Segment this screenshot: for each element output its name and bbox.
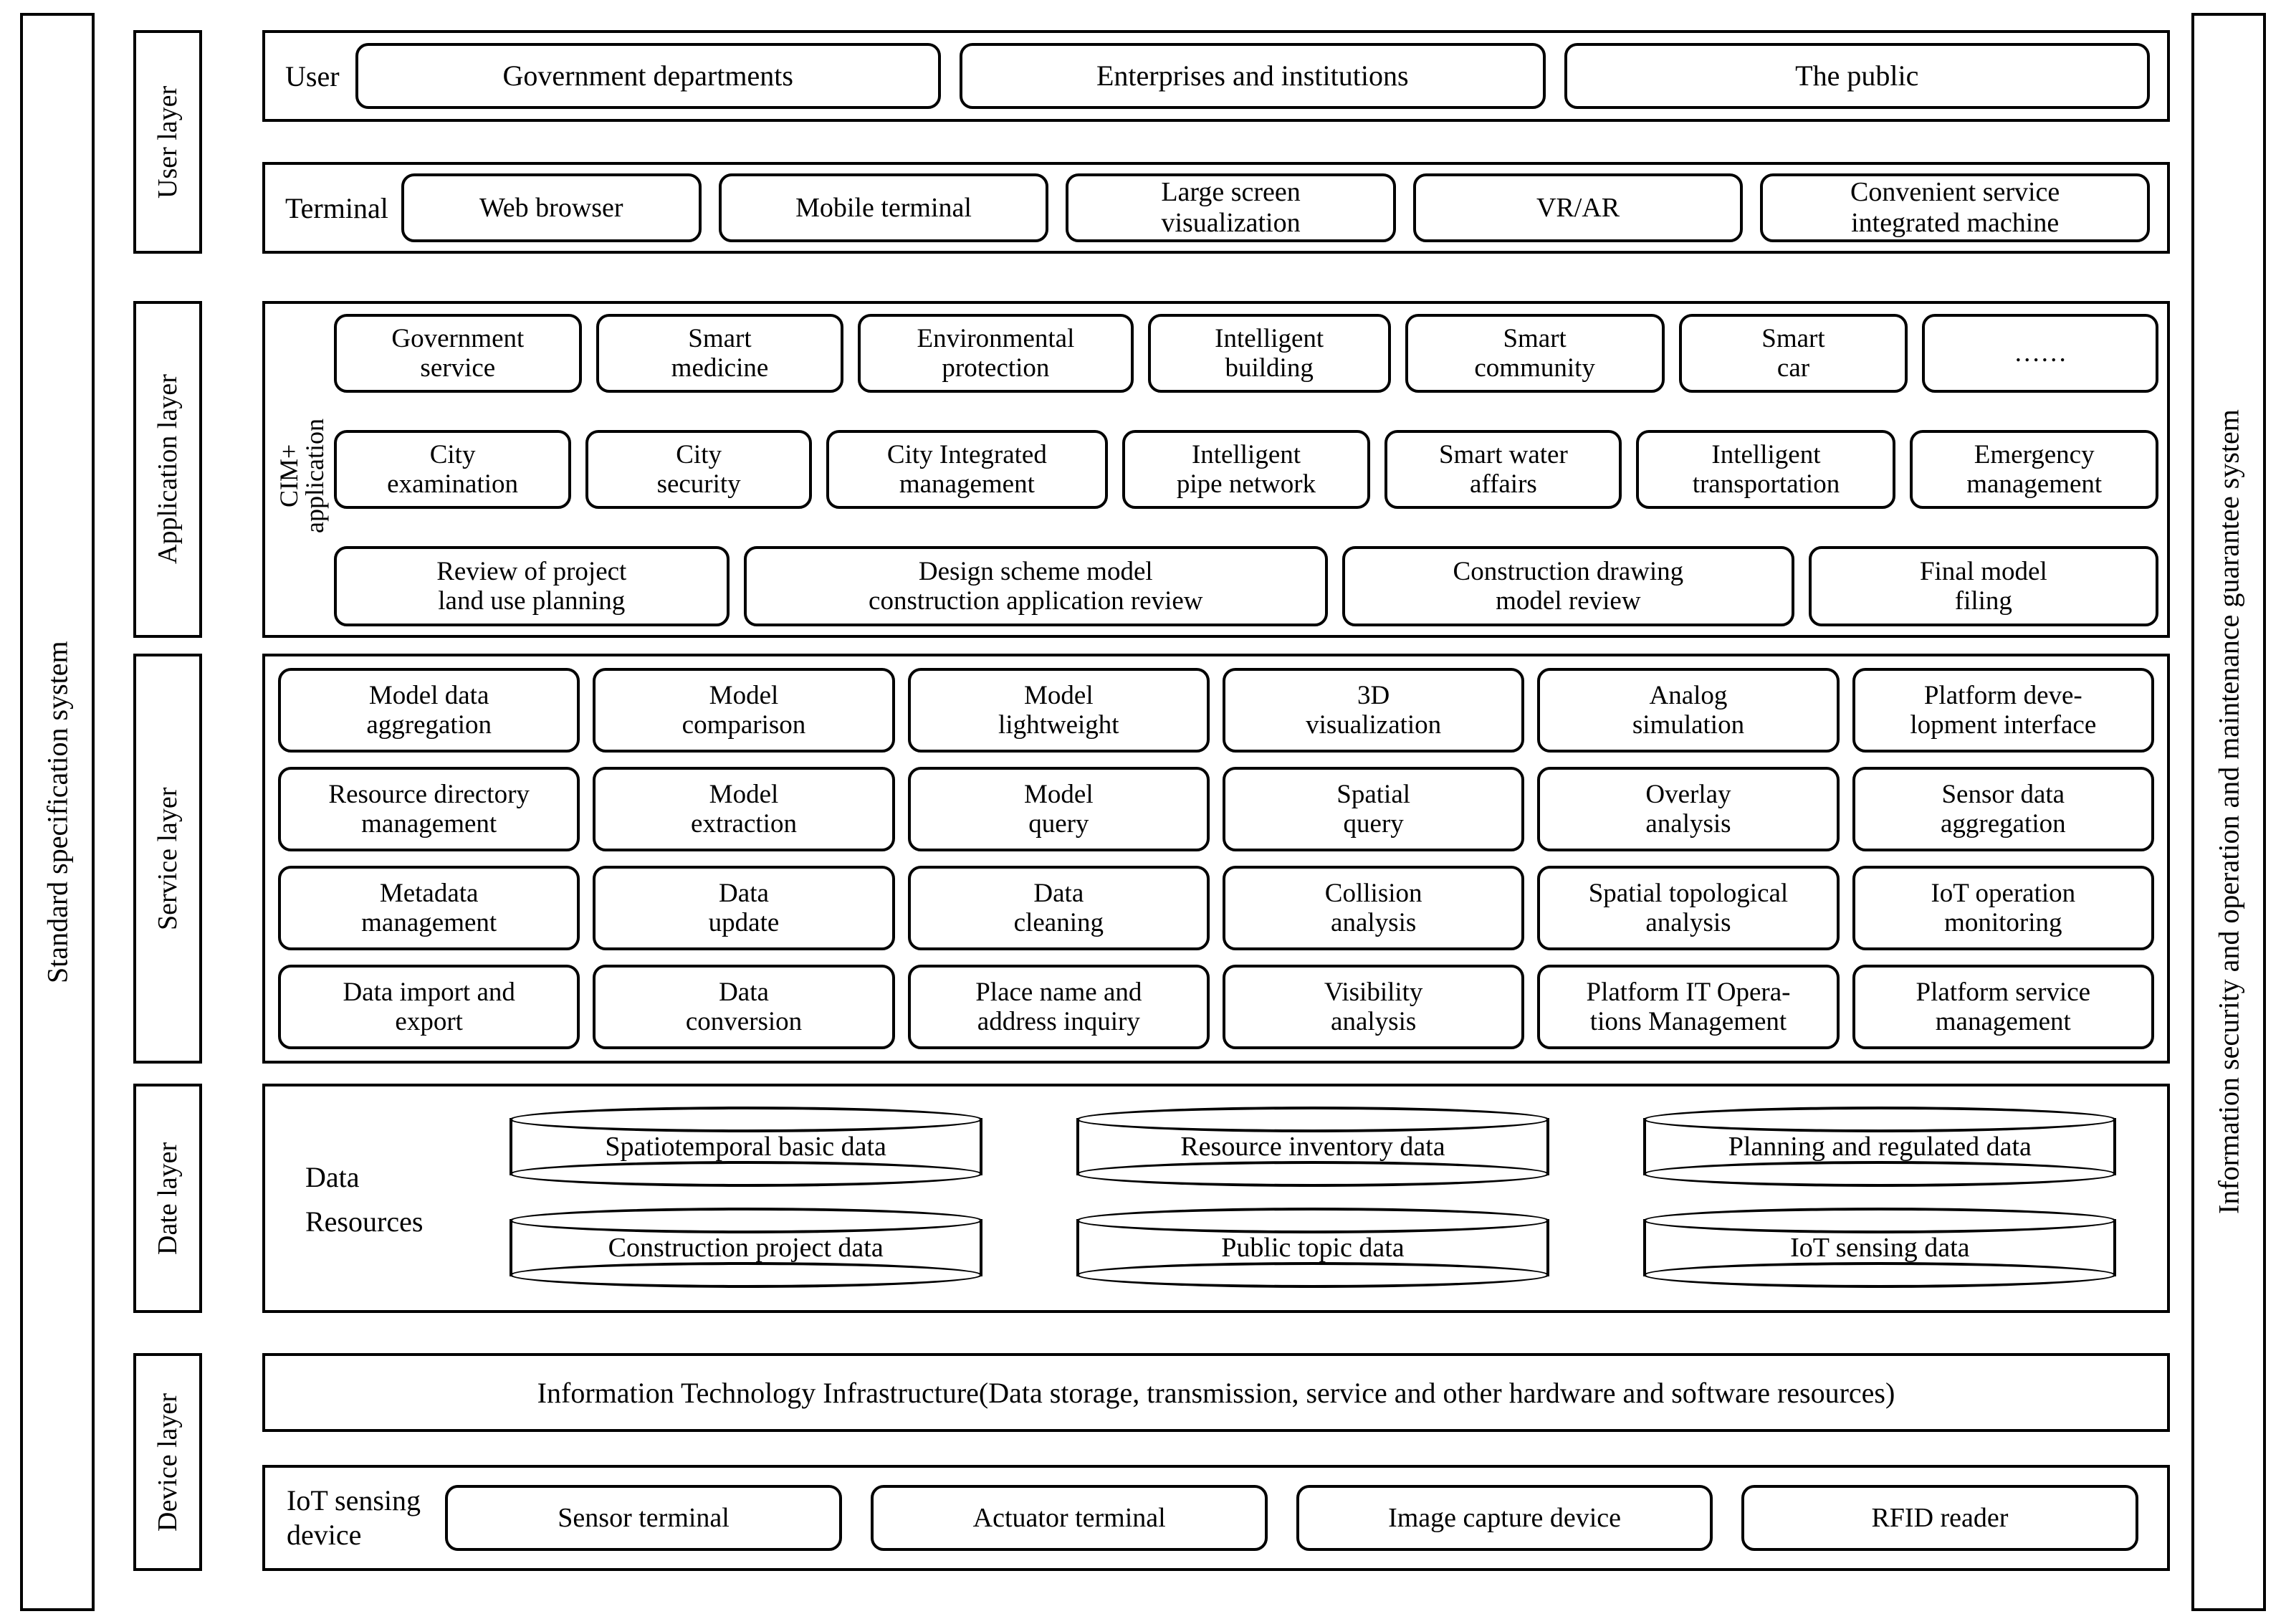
- user-row-panel: [262, 30, 2170, 122]
- application-rows: [334, 314, 2158, 626]
- data-store-cylinder-2[interactable]: [1076, 1107, 1549, 1190]
- service-row1-item-6[interactable]: Platform deve- lopment interface: [1852, 668, 2154, 753]
- layer-label-service: [133, 654, 202, 1064]
- app-row2-item-5[interactable]: Smart water affairs: [1384, 430, 1622, 509]
- service-row1-item-5[interactable]: Analog simulation: [1537, 668, 1839, 753]
- app-row1-item-6[interactable]: Smart car: [1679, 314, 1908, 393]
- standard-specification-system-column: [20, 13, 95, 1611]
- application-row-1: [334, 314, 2158, 393]
- service-row4-item-6[interactable]: Platform service management: [1852, 965, 2154, 1049]
- layer-label-application: [133, 301, 202, 638]
- service-rows: [278, 668, 2154, 1049]
- service-row3-item-2[interactable]: Data update: [593, 866, 894, 950]
- service-row4-item-1[interactable]: Data import and export: [278, 965, 580, 1049]
- service-row2-item-1[interactable]: Resource directory management: [278, 767, 580, 851]
- application-row-2: [334, 430, 2158, 509]
- it-infrastructure-panel: [262, 1353, 2170, 1432]
- application-layer-panel: [262, 301, 2170, 638]
- cim-application-group-label-text: CIM+ application: [274, 419, 329, 533]
- data-layer-panel: [262, 1084, 2170, 1313]
- service-row2-item-6[interactable]: Sensor data aggregation: [1852, 767, 2154, 851]
- app-row2-item-1[interactable]: City examination: [334, 430, 571, 509]
- app-row1-item-4[interactable]: Intelligent building: [1148, 314, 1391, 393]
- service-row1-item-1[interactable]: Model data aggregation: [278, 668, 580, 753]
- data-store-cylinder-4[interactable]: [510, 1208, 982, 1291]
- app-row1-item-1[interactable]: Government service: [334, 314, 582, 393]
- standard-specification-system-label: Standard specification system: [41, 641, 74, 983]
- service-row-3: [278, 866, 2154, 950]
- service-row2-item-5[interactable]: Overlay analysis: [1537, 767, 1839, 851]
- data-store-label: Resource inventory data: [1180, 1131, 1445, 1162]
- it-infrastructure-label: Information Technology Infrastructure(Data storage, transmission, service and other hardware and software resources): [537, 1376, 1895, 1409]
- data-store-label: Spatiotemporal basic data: [605, 1131, 886, 1162]
- service-row3-item-6[interactable]: IoT operation monitoring: [1852, 866, 2154, 950]
- terminal-row-label: Terminal: [285, 191, 388, 224]
- data-store-label: Construction project data: [608, 1232, 884, 1263]
- iot-item-3[interactable]: Image capture device: [1296, 1485, 1713, 1551]
- layer-label-user-text: User layer: [153, 85, 183, 199]
- service-row-2: [278, 767, 2154, 851]
- app-row3-item-2[interactable]: Design scheme model construction application review: [744, 546, 1328, 626]
- app-row1-item-5[interactable]: Smart community: [1405, 314, 1665, 393]
- service-row2-item-2[interactable]: Model extraction: [593, 767, 894, 851]
- cim-application-group-label: [275, 333, 328, 619]
- service-row4-item-3[interactable]: Place name and address inquiry: [908, 965, 1210, 1049]
- layer-label-application-text: Application layer: [153, 374, 183, 565]
- app-row2-item-3[interactable]: City Integrated management: [826, 430, 1108, 509]
- iot-item-2[interactable]: Actuator terminal: [871, 1485, 1268, 1551]
- user-item-2[interactable]: Enterprises and institutions: [960, 43, 1545, 109]
- data-store-cylinder-3[interactable]: [1643, 1107, 2116, 1190]
- iot-items-container: [435, 1485, 2167, 1551]
- app-row2-item-6[interactable]: Intelligent transportation: [1636, 430, 1895, 509]
- service-row4-item-5[interactable]: Platform IT Opera- tions Management: [1537, 965, 1839, 1049]
- terminal-item-5[interactable]: Convenient service integrated machine: [1760, 173, 2150, 242]
- terminal-item-2[interactable]: Mobile terminal: [719, 173, 1049, 242]
- data-store-grid: [480, 1099, 2146, 1297]
- app-row2-item-7[interactable]: Emergency management: [1910, 430, 2158, 509]
- service-row1-item-2[interactable]: Model comparison: [593, 668, 894, 753]
- data-store-label: IoT sensing data: [1790, 1232, 1970, 1263]
- layer-label-data-text: Date layer: [153, 1142, 183, 1255]
- terminal-row-panel: [262, 162, 2170, 254]
- service-row1-item-3[interactable]: Model lightweight: [908, 668, 1210, 753]
- app-row2-item-4[interactable]: Intelligent pipe network: [1122, 430, 1371, 509]
- user-row-label: User: [285, 59, 340, 92]
- app-row1-item-3[interactable]: Environmental protection: [858, 314, 1133, 393]
- service-layer-panel: [262, 654, 2170, 1064]
- service-row1-item-4[interactable]: 3D visualization: [1223, 668, 1524, 753]
- layer-label-device: [133, 1353, 202, 1571]
- layer-label-user: [133, 30, 202, 254]
- service-row4-item-2[interactable]: Data conversion: [593, 965, 894, 1049]
- iot-item-1[interactable]: Sensor terminal: [445, 1485, 842, 1551]
- service-row3-item-5[interactable]: Spatial topological analysis: [1537, 866, 1839, 950]
- app-row1-item-2[interactable]: Smart medicine: [596, 314, 844, 393]
- app-row2-item-2[interactable]: City security: [585, 430, 812, 509]
- service-row-4: [278, 965, 2154, 1049]
- service-row2-item-3[interactable]: Model query: [908, 767, 1210, 851]
- information-security-guarantee-system-column: [2191, 13, 2266, 1611]
- user-item-1[interactable]: Government departments: [355, 43, 941, 109]
- data-store-cylinder-1[interactable]: [510, 1107, 982, 1190]
- iot-sensing-device-panel: [262, 1465, 2170, 1571]
- iot-sensing-device-label: IoT sensing device: [287, 1484, 421, 1551]
- terminal-item-1[interactable]: Web browser: [401, 173, 702, 242]
- data-resources-label: Data Resources: [305, 1161, 424, 1238]
- service-row4-item-4[interactable]: Visibility analysis: [1223, 965, 1524, 1049]
- layer-label-service-text: Service layer: [153, 787, 183, 930]
- user-item-3[interactable]: The public: [1564, 43, 2150, 109]
- user-items-container: [355, 43, 2167, 109]
- information-security-guarantee-system-label: Information security and operation and maintenance guarantee system: [2212, 409, 2245, 1215]
- data-store-cylinder-5[interactable]: [1076, 1208, 1549, 1291]
- app-row3-item-1[interactable]: Review of project land use planning: [334, 546, 730, 626]
- iot-item-4[interactable]: RFID reader: [1741, 1485, 2138, 1551]
- layer-label-device-text: Device layer: [153, 1393, 183, 1532]
- layer-label-data: [133, 1084, 202, 1313]
- app-row1-item-7[interactable]: ……: [1922, 314, 2158, 393]
- data-store-cylinder-6[interactable]: [1643, 1208, 2116, 1291]
- terminal-item-4[interactable]: VR/AR: [1413, 173, 1744, 242]
- app-row3-item-3[interactable]: Construction drawing model review: [1342, 546, 1794, 626]
- service-row2-item-4[interactable]: Spatial query: [1223, 767, 1524, 851]
- data-store-label: Planning and regulated data: [1728, 1131, 2032, 1162]
- app-row3-item-4[interactable]: Final model filing: [1809, 546, 2158, 626]
- terminal-items-container: [401, 173, 2167, 242]
- service-row3-item-4[interactable]: Collision analysis: [1223, 866, 1524, 950]
- service-row3-item-1[interactable]: Metadata management: [278, 866, 580, 950]
- data-store-label: Public topic data: [1221, 1232, 1405, 1263]
- terminal-item-3[interactable]: Large screen visualization: [1066, 173, 1396, 242]
- application-row-3: [334, 546, 2158, 626]
- service-row-1: [278, 668, 2154, 753]
- service-row3-item-3[interactable]: Data cleaning: [908, 866, 1210, 950]
